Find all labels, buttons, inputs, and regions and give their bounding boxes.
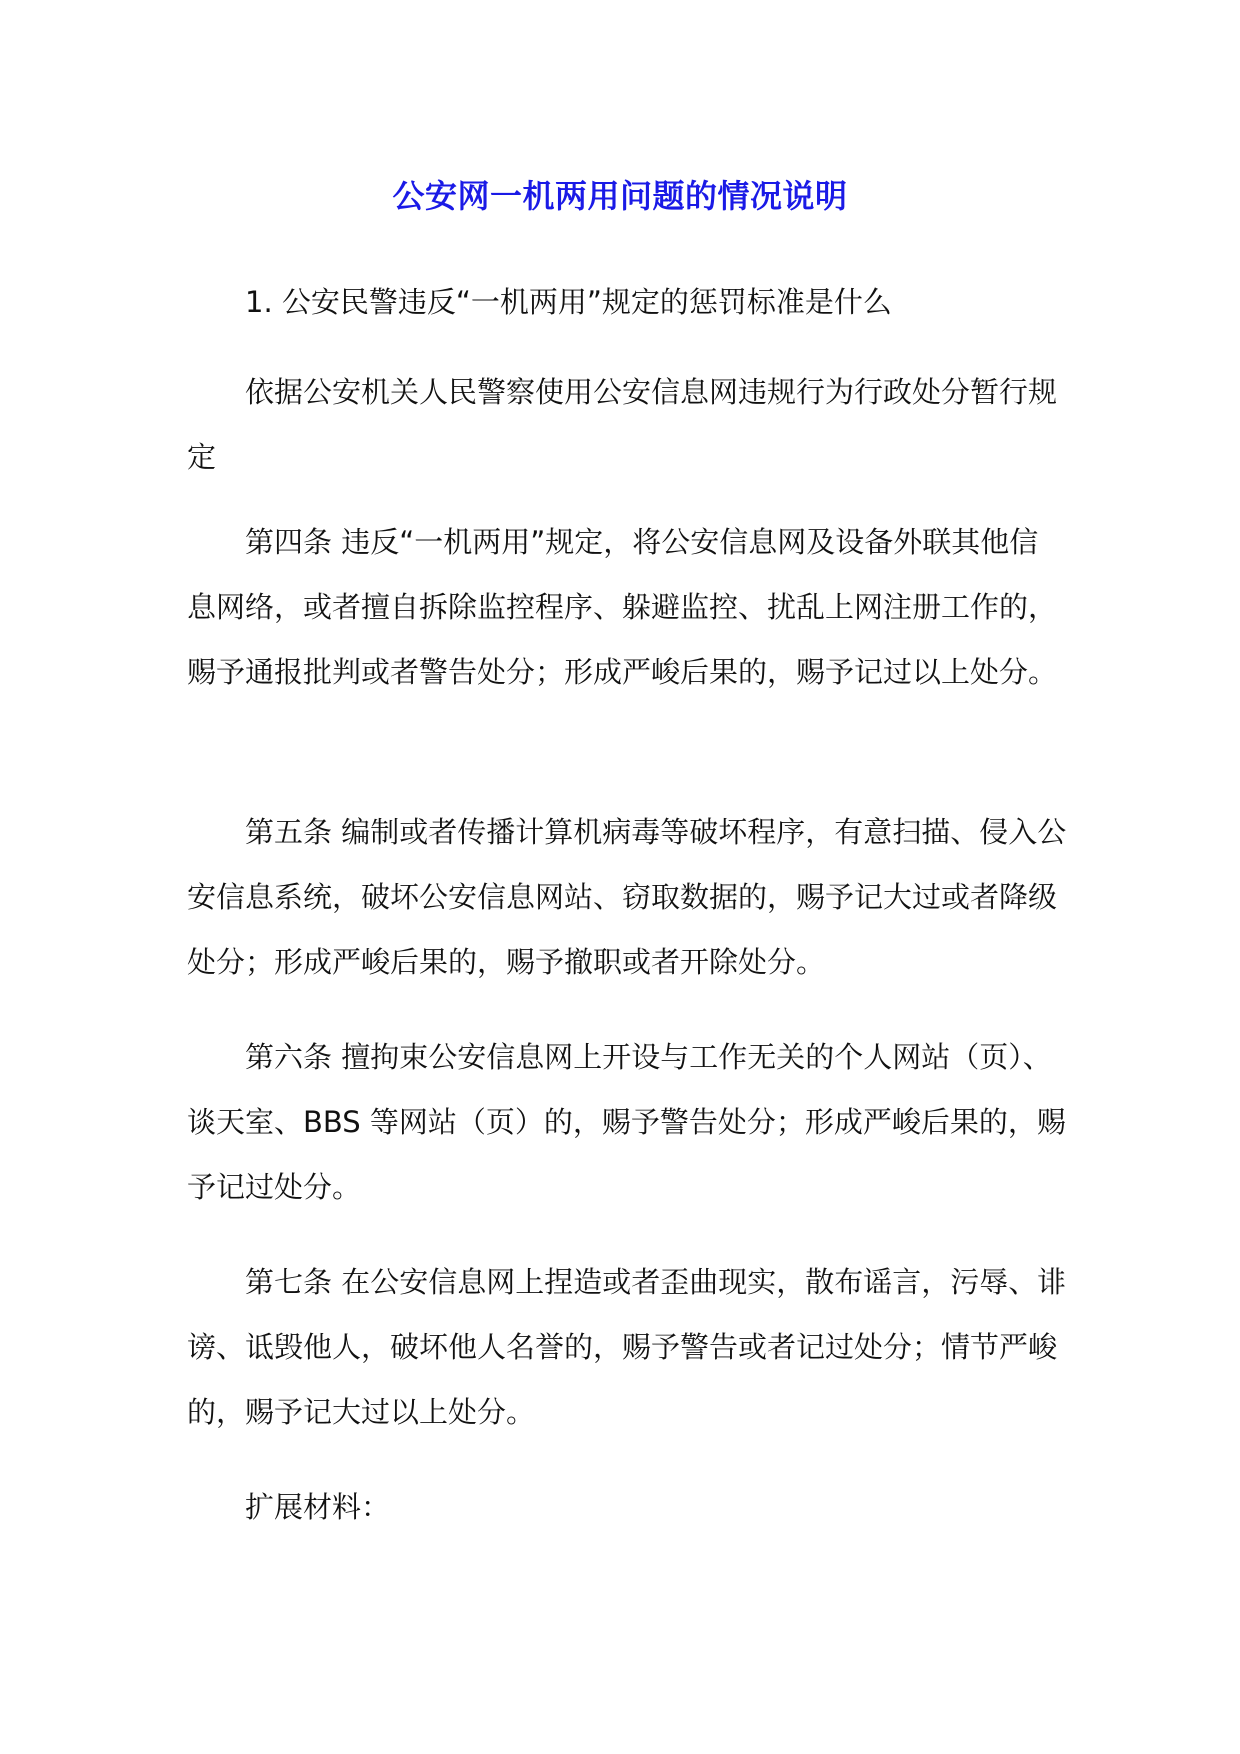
paragraph-article-4: 第四条 违反“一机两用”规定，将公安信息网及设备外联其他信息网络，或者擅自拆除监控程序、躲避监控、扰乱上网注册工作的，赐予通报批判或者警告处分；形成严峻后果的，赐予记过以上处分。 xyxy=(187,525,1058,689)
paragraph-question-1: 1. 公安民警违反“一机两用”规定的惩罚标准是什么 xyxy=(245,285,892,319)
paragraph-article-6: 第六条 擅拘束公安信息网上开设与工作无关的个人网站（页）、谈天室、BBS 等网站（页）的，赐予警告处分；形成严峻后果的，赐予记过处分。 xyxy=(187,1040,1066,1204)
paragraph-article-7: 第七条 在公安信息网上捏造或者歪曲现实，散布谣言，污辱、诽谤、诋毁他人，破坏他人名誉的，赐予警告或者记过处分；情节严峻的，赐予记大过以上处分。 xyxy=(187,1265,1067,1429)
paragraph-article-5: 第五条 编制或者传播计算机病毒等破坏程序，有意扫描、侵入公安信息系统，破坏公安信息网站、窃取数据的，赐予记大过或者降级处分；形成严峻后果的，赐予撤职或者开除处分。 xyxy=(187,815,1067,979)
paragraph-extension-material: 扩展材料： xyxy=(245,1490,391,1524)
document-title: 公安网一机两用问题的情况说明 xyxy=(392,177,848,215)
paragraph-basis: 依据公安机关人民警察使用公安信息网违规行为行政处分暂行规定 xyxy=(187,375,1058,474)
